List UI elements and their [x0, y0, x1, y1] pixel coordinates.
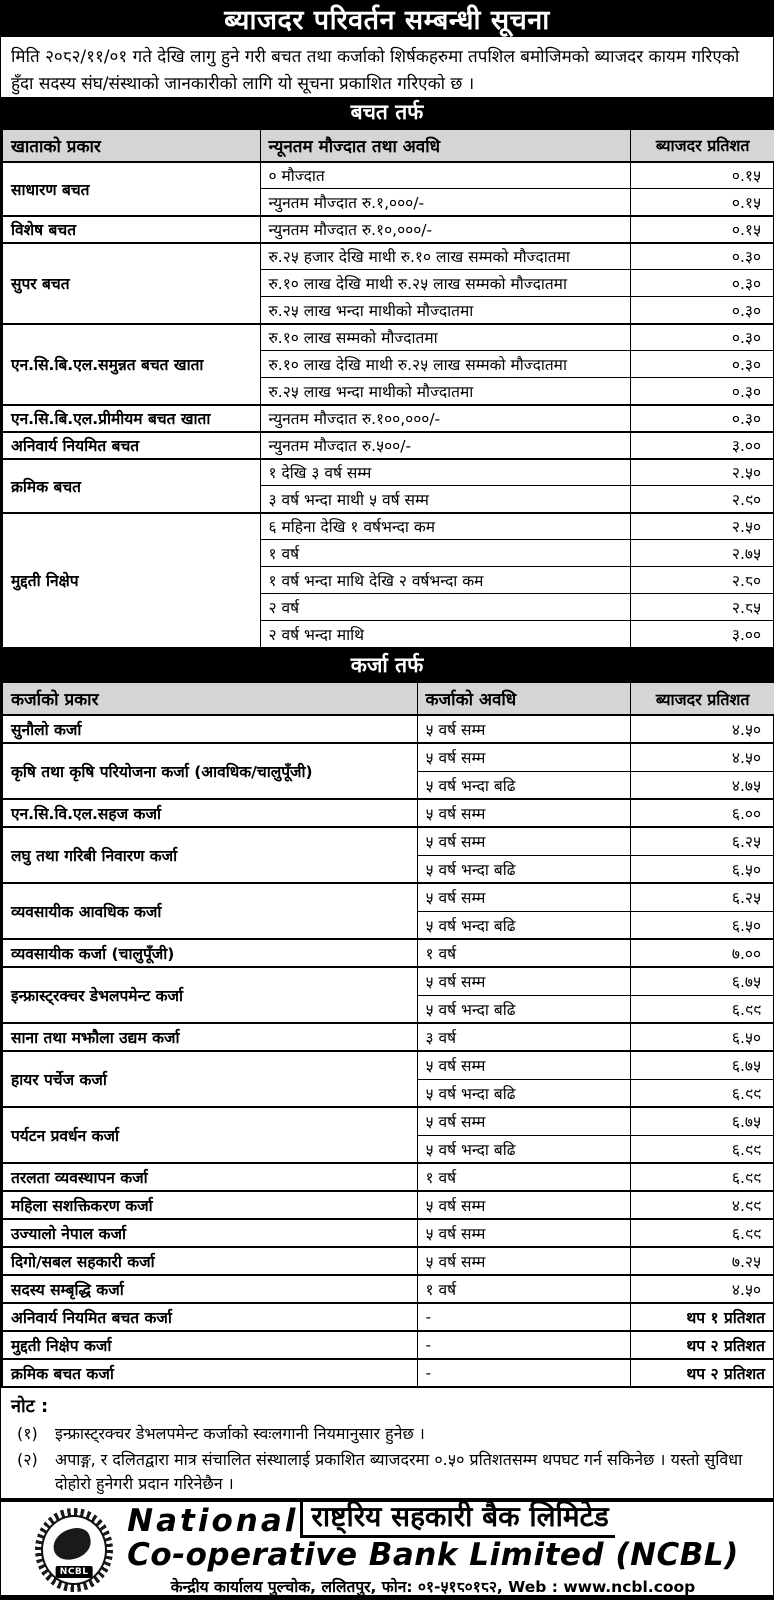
loan-table-row: [2, 939, 774, 967]
savings-table-condition-cell: १ वर्ष: [260, 540, 630, 567]
loan-table-condition-cell: ५ वर्ष सम्म: [417, 799, 630, 827]
loan-table-type-cell: एन.सि.वि.एल.सहज कर्जा: [2, 799, 417, 827]
savings-table-rate-cell: ०.३०: [630, 270, 774, 297]
loan-table-condition-cell: ५ वर्ष भन्दा बढि: [417, 771, 630, 799]
savings-table-condition-cell: न्युनतम मौज्दात रु.५००/-: [260, 432, 630, 459]
savings-table-condition-cell: ० मौज्दात: [260, 162, 630, 189]
loan-table-type-cell: सदस्य सम्बृद्धि कर्जा: [2, 1275, 417, 1303]
ncbl-logo-emblem: [50, 1525, 93, 1562]
savings-table-rate-cell: ०.३०: [630, 297, 774, 324]
loan-table-condition-cell: ५ वर्ष भन्दा बढि: [417, 1079, 630, 1107]
loan-table-condition-cell: -: [417, 1359, 630, 1387]
loan-table-row: [2, 1107, 774, 1135]
loan-table-type-cell: व्यवसायीक कर्जा (चालुपूँजी): [2, 939, 417, 967]
savings-table-condition-cell: रु.१० लाख देखि माथी रु.२५ लाख सम्मको मौज्दातमा: [260, 351, 630, 378]
loan-table-rate-cell: थप १ प्रतिशत: [630, 1303, 774, 1331]
savings-table-type-cell: साधारण बचत: [2, 162, 260, 216]
loan-table-rate-cell: थप २ प्रतिशत: [630, 1359, 774, 1387]
loan-table-header-row: [2, 682, 774, 715]
savings-table-condition-cell: न्युनतम मौज्दात रु.१००,०००/-: [260, 405, 630, 432]
savings-table-rate-cell: ३.००: [630, 432, 774, 459]
notes-heading: नोट :: [11, 1396, 49, 1418]
loan-table-row: [2, 1359, 774, 1387]
savings-table-condition-cell: रु.२५ लाख भन्दा माथीको मौज्दातमा: [260, 297, 630, 324]
loan-table-condition-cell: १ वर्ष: [417, 1275, 630, 1303]
loan-table-condition-cell: -: [417, 1303, 630, 1331]
loan-table-rate-cell: ६.७५: [630, 1107, 774, 1135]
loan-table-rate-cell: ४.७५: [630, 771, 774, 799]
savings-table-rate-cell: ०.३०: [630, 378, 774, 405]
savings-table-type-cell: एन.सि.बि.एल.प्रीमीयम बचत खाता: [2, 405, 260, 432]
savings-table-row: [2, 162, 774, 189]
savings-table-type-cell: मुद्दती निक्षेप: [2, 513, 260, 648]
loan-table-rate-cell: ६.७५: [630, 1051, 774, 1079]
loan-table-type-cell: लघु तथा गरिबी निवारण कर्जा: [2, 827, 417, 883]
savings-table-rate-cell: २.७५: [630, 540, 774, 567]
loan-table-type-cell: तरलता व्यवस्थापन कर्जा: [2, 1163, 417, 1191]
savings-col-rate: ब्याजदर प्रतिशत: [630, 129, 774, 162]
loan-table-row: [2, 715, 774, 743]
loan-table-type-cell: व्यवसायीक आवधिक कर्जा: [2, 883, 417, 939]
savings-rate-table: [1, 128, 774, 649]
loan-table-condition-cell: १ वर्ष: [417, 939, 630, 967]
loan-table-condition-cell: १ वर्ष: [417, 1163, 630, 1191]
loan-table-rate-cell: ४.५०: [630, 743, 774, 771]
bank-address: केन्द्रीय कार्यालय पुल्चोक, ललितपुर, फोन: ०१-५१८०१८२, Web : www.ncbl.coop: [170, 1578, 696, 1597]
loan-table-condition-cell: ५ वर्ष सम्म: [417, 967, 630, 995]
note-2-marker: (२): [17, 1450, 38, 1470]
loan-table-rate-cell: ६.५०: [630, 855, 774, 883]
note-2-text: अपाङ्ग, र दलितद्वारा मात्र संचालित संस्थालाई प्रकाशित ब्याजदरमा ०.५० प्रतिशतसम्म थपघट गर्न सकिनेछ । यस्तो सुविधा दोहोरो हुनेगरी प्रदान गरिनेछैन ।: [55, 1450, 743, 1494]
savings-table-condition-cell: २ वर्ष: [260, 594, 630, 621]
bank-name-nepali: राष्ट्रिय सहकारी बैक लिमिटेड: [300, 1502, 614, 1538]
savings-table-row: [2, 432, 774, 459]
loan-table-type-cell: साना तथा मझौला उद्यम कर्जा: [2, 1023, 417, 1051]
savings-table-rate-cell: ०.३०: [630, 351, 774, 378]
savings-table-condition-cell: रु.२५ हजार देखि माथी रु.१० लाख सम्मको मौज्दातमा: [260, 243, 630, 270]
notice-title: ब्याजदर परिवर्तन सम्बन्धी सूचना: [224, 5, 550, 37]
savings-table-rate-cell: २.८५: [630, 594, 774, 621]
loan-table-row: [2, 743, 774, 771]
savings-table-condition-cell: रु.२५ लाख भन्दा माथीको मौज्दातमा: [260, 378, 630, 405]
savings-table-row: [2, 243, 774, 270]
loan-table-type-cell: मुद्दती निक्षेप कर्जा: [2, 1331, 417, 1359]
loan-table-rate-cell: ४.५०: [630, 715, 774, 743]
savings-table-type-cell: अनिवार्य नियमित बचत: [2, 432, 260, 459]
loan-table-rate-cell: ६.९९: [630, 1079, 774, 1107]
loan-table-condition-cell: ३ वर्ष: [417, 1023, 630, 1051]
savings-table-row: [2, 405, 774, 432]
savings-col-min-balance: न्यूनतम मौज्दात तथा अवधि: [260, 129, 630, 162]
savings-table-row: [2, 513, 774, 540]
loan-table-condition-cell: ५ वर्ष सम्म: [417, 1107, 630, 1135]
loan-table-condition-cell: ५ वर्ष सम्म: [417, 1051, 630, 1079]
savings-table-rate-cell: ०.१५: [630, 189, 774, 216]
loan-table-type-cell: इन्फ्रास्ट्रक्चर डेभलपमेन्ट कर्जा: [2, 967, 417, 1023]
loan-table-type-cell: क्रमिक बचत कर्जा: [2, 1359, 417, 1387]
loan-col-duration: कर्जाको अवधि: [417, 682, 630, 715]
savings-table-condition-cell: १ वर्ष भन्दा माथि देखि २ वर्षभन्दा कम: [260, 567, 630, 594]
loan-table-type-cell: उज्यालो नेपाल कर्जा: [2, 1219, 417, 1247]
loan-table-row: [2, 1191, 774, 1219]
loan-table-type-cell: हायर पर्चेज कर्जा: [2, 1051, 417, 1107]
bank-name-english-1: National: [127, 1503, 299, 1540]
savings-table-type-cell: सुपर बचत: [2, 243, 260, 324]
bank-name-english-2: Co-operative Bank Limited (NCBL): [127, 1536, 739, 1573]
notes-section: [1, 1388, 773, 1498]
loan-table-condition-cell: ५ वर्ष भन्दा बढि: [417, 855, 630, 883]
savings-table-rate-cell: २.५०: [630, 459, 774, 486]
savings-table-condition-cell: रु.१० लाख देखि माथी रु.२५ लाख सम्मको मौज्दातमा: [260, 270, 630, 297]
loans-section-heading: कर्जा तर्फ: [350, 652, 424, 677]
savings-col-account-type: खाताको प्रकार: [2, 129, 260, 162]
savings-table-type-cell: विशेष बचत: [2, 216, 260, 243]
loan-table-condition-cell: ५ वर्ष सम्म: [417, 1219, 630, 1247]
savings-table-rate-cell: ०.३०: [630, 405, 774, 432]
note-1-marker: (१): [17, 1424, 38, 1444]
loan-table-type-cell: दिगो/सबल सहकारी कर्जा: [2, 1247, 417, 1275]
savings-table-rate-cell: २.८०: [630, 567, 774, 594]
loan-table-row: [2, 1247, 774, 1275]
savings-section-heading: बचत तर्फ: [350, 100, 424, 125]
loan-table-type-cell: सुनौलो कर्जा: [2, 715, 417, 743]
loan-table-condition-cell: ५ वर्ष सम्म: [417, 827, 630, 855]
loan-table-row: [2, 1051, 774, 1079]
savings-table-row: [2, 216, 774, 243]
savings-table-rate-cell: ०.१५: [630, 216, 774, 243]
bank-footer: [1, 1498, 773, 1600]
loan-table-rate-cell: ६.५०: [630, 911, 774, 939]
loans-section-header: [1, 649, 773, 682]
savings-table-rate-cell: ३.००: [630, 621, 774, 648]
loan-table-condition-cell: ५ वर्ष सम्म: [417, 1191, 630, 1219]
loan-table-rate-cell: ७.२५: [630, 1247, 774, 1275]
loan-table-rate-cell: ६.२५: [630, 883, 774, 911]
savings-table-header-row: [2, 129, 774, 162]
loan-table-rate-cell: ६.९९: [630, 1163, 774, 1191]
loan-table-rate-cell: ६.५०: [630, 1023, 774, 1051]
loan-col-rate: ब्याजदर प्रतिशत: [630, 682, 774, 715]
intro-paragraph: मिति २०८२/११/०१ गते देखि लागु हुने गरी बचत तथा कर्जाको शिर्षकहरुमा तपशिल बमोजिमको ब्याजदर कायम गरिएको हुँदा सदस्य संघ/संस्थाको जानकारीको लागि यो सूचना प्रकाशित गरिएको छ ।: [11, 47, 740, 94]
loan-table-rate-cell: ७.००: [630, 939, 774, 967]
loan-table-condition-cell: -: [417, 1331, 630, 1359]
bank-name-line1: [127, 1499, 739, 1540]
loan-table-rate-cell: ४.९९: [630, 1191, 774, 1219]
loan-table-rate-cell: ४.५०: [630, 1275, 774, 1303]
savings-table-row: [2, 459, 774, 486]
loan-table-rate-cell: ६.९९: [630, 995, 774, 1023]
loan-table-condition-cell: ५ वर्ष सम्म: [417, 883, 630, 911]
savings-table-condition-cell: रु.१० लाख सम्मको मौज्दातमा: [260, 324, 630, 351]
loan-table-rate-cell: ६.९९: [630, 1135, 774, 1163]
loan-table-row: [2, 1219, 774, 1247]
note-item-1: [11, 1422, 761, 1446]
loan-table-condition-cell: ५ वर्ष सम्म: [417, 715, 630, 743]
savings-table-condition-cell: १ देखि ३ वर्ष सम्म: [260, 459, 630, 486]
loan-table-row: [2, 827, 774, 855]
loan-table-condition-cell: ५ वर्ष भन्दा बढि: [417, 911, 630, 939]
loan-table-type-cell: महिला सशक्तिकरण कर्जा: [2, 1191, 417, 1219]
notice-title-bar: [1, 0, 773, 37]
savings-table-rate-cell: ०.३०: [630, 243, 774, 270]
savings-table-rate-cell: ०.३०: [630, 324, 774, 351]
savings-table-condition-cell: २ वर्ष भन्दा माथि: [260, 621, 630, 648]
savings-table-condition-cell: ६ महिना देखि १ वर्षभन्दा कम: [260, 513, 630, 540]
loan-table-rate-cell: ६.००: [630, 799, 774, 827]
loan-table-row: [2, 883, 774, 911]
note-item-2: [11, 1448, 761, 1496]
loan-table-row: [2, 1023, 774, 1051]
bank-name-block: [127, 1499, 739, 1597]
savings-table-condition-cell: ३ वर्ष भन्दा माथी ५ वर्ष सम्म: [260, 486, 630, 513]
savings-table-rate-cell: २.५०: [630, 513, 774, 540]
loan-col-type: कर्जाको प्रकार: [2, 682, 417, 715]
loan-table-row: [2, 967, 774, 995]
ncbl-logo-seal: [41, 1515, 107, 1585]
loan-table-rate-cell: ६.९९: [630, 1219, 774, 1247]
loan-table-type-cell: अनिवार्य नियमित बचत कर्जा: [2, 1303, 417, 1331]
savings-table-type-cell: क्रमिक बचत: [2, 459, 260, 513]
savings-table-condition-cell: न्युनतम मौज्दात रु.१०,०००/-: [260, 216, 630, 243]
ncbl-logo-label: NCBL: [56, 1566, 93, 1578]
savings-table-row: [2, 324, 774, 351]
loan-table-rate-cell: ६.७५: [630, 967, 774, 995]
loan-table-condition-cell: ५ वर्ष भन्दा बढि: [417, 995, 630, 1023]
loan-table-type-cell: कृषि तथा कृषि परियोजना कर्जा (आवधिक/चालुपूँजी): [2, 743, 417, 799]
loan-table-row: [2, 1331, 774, 1359]
savings-section-header: [1, 97, 773, 128]
loan-table-condition-cell: ५ वर्ष भन्दा बढि: [417, 1135, 630, 1163]
loan-table-rate-cell: ६.२५: [630, 827, 774, 855]
ncbl-logo: [35, 1508, 113, 1592]
loan-rate-table: [1, 681, 774, 1388]
loan-table-row: [2, 799, 774, 827]
loan-table-condition-cell: ५ वर्ष सम्म: [417, 1247, 630, 1275]
loan-table-row: [2, 1275, 774, 1303]
savings-table-condition-cell: न्युनतम मौज्दात रु.१,०००/-: [260, 189, 630, 216]
note-1-text: इन्फ्रास्ट्रक्चर डेभलपमेन्ट कर्जाको स्वःलगानी नियमानुसार हुनेछ ।: [55, 1424, 425, 1444]
loan-table-row: [2, 1163, 774, 1191]
savings-table-type-cell: एन.सि.बि.एल.समुन्नत बचत खाता: [2, 324, 260, 405]
loan-table-rate-cell: थप २ प्रतिशत: [630, 1331, 774, 1359]
loan-table-type-cell: पर्यटन प्रवर्धन कर्जा: [2, 1107, 417, 1163]
savings-table-rate-cell: २.९०: [630, 486, 774, 513]
loan-table-condition-cell: ५ वर्ष सम्म: [417, 743, 630, 771]
loan-table-row: [2, 1303, 774, 1331]
savings-table-rate-cell: ०.१५: [630, 162, 774, 189]
